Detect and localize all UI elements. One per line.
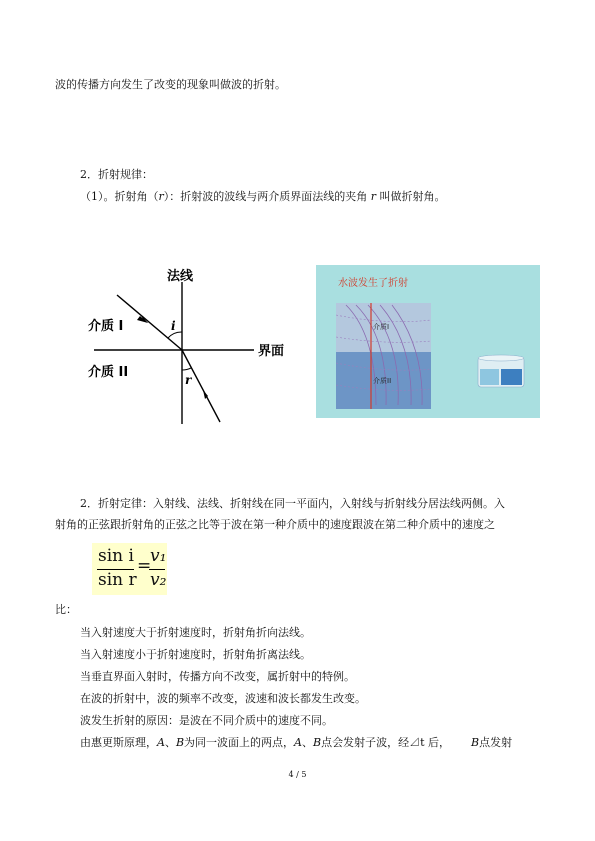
- figure2-medium-2: 介质II: [373, 377, 392, 385]
- water-wave-refraction-image: [316, 265, 540, 418]
- p6-sep1: 、: [164, 736, 176, 749]
- def-symbol-r2: r: [370, 190, 377, 203]
- p6-B2: B: [313, 736, 322, 749]
- p6-A: A: [157, 736, 165, 749]
- paragraph-refraction-definition: 波的传播方向发生了改变的现象叫做波的折射。: [55, 78, 286, 91]
- figure2-title: 水波发生了折射: [338, 278, 408, 289]
- page-number: 4 / 5: [288, 770, 307, 779]
- heading-refraction-law: 2．折射规律：: [80, 168, 153, 181]
- point-4: 在波的折射中，波的频率不改变，波速和波长都发生改变。: [80, 692, 366, 705]
- point-3: 当垂直界面入射时，传播方向不改变，属折射中的特例。: [80, 670, 355, 683]
- formula-v1: v₁: [150, 546, 167, 566]
- label-interface: 界面: [258, 344, 285, 359]
- p6-b: 为同一波面上的两点，: [184, 736, 295, 749]
- law-line-1: 2．折射定律：入射线、法线、折射线在同一平面内，入射线与折射线分居法线两侧。入: [80, 497, 505, 510]
- def-prefix: （1）。折射角（: [80, 190, 159, 203]
- def-suffix: 叫做折射角。: [379, 190, 446, 203]
- snell-formula: [92, 543, 167, 595]
- formula-denominator: sin r: [98, 570, 137, 590]
- p6-B: B: [175, 736, 185, 749]
- point-2: 当入射速度小于折射速度时，折射角折离法线。: [80, 648, 311, 661]
- definition-refraction-angle: [80, 190, 446, 204]
- p6-A2: A: [294, 736, 302, 749]
- formula-v2: v₂: [150, 570, 167, 590]
- p6-B3: B: [471, 736, 480, 749]
- label-angle-r: r: [185, 373, 192, 387]
- ratio-word: 比：: [55, 603, 77, 616]
- p6-sep2: 、: [302, 736, 313, 749]
- label-angle-i: i: [171, 319, 176, 333]
- label-medium-1: 介质 I: [88, 319, 124, 334]
- formula-equals: =: [137, 556, 152, 576]
- point-5: 波发生折射的原因：是波在不同介质中的速度不同。: [80, 714, 333, 727]
- def-symbol-r: r: [158, 190, 164, 203]
- p6-c: 点会发射子波，经⊿t 后，: [321, 736, 451, 749]
- figure2-medium-1: 介质I: [373, 323, 390, 331]
- formula-numerator: sin i: [98, 546, 134, 566]
- refraction-diagram: [82, 262, 302, 432]
- angle-r-arc: [182, 368, 191, 370]
- def-mid: ）：折射波的波线与两介质界面法线的夹角: [163, 190, 368, 203]
- law-line-2: 射角的正弦跟折射角的正弦之比等于波在第一种介质中的速度跟波在第二种介质中的速度之: [55, 518, 495, 531]
- point-1: 当入射速度大于折射速度时，折射角折向法线。: [80, 626, 311, 639]
- p6-d: 点发射: [479, 736, 513, 749]
- label-normal: 法线: [167, 269, 194, 284]
- p6-a: 由惠更斯原理，: [80, 736, 157, 749]
- label-medium-2: 介质 II: [88, 365, 129, 380]
- point-6: [80, 736, 512, 750]
